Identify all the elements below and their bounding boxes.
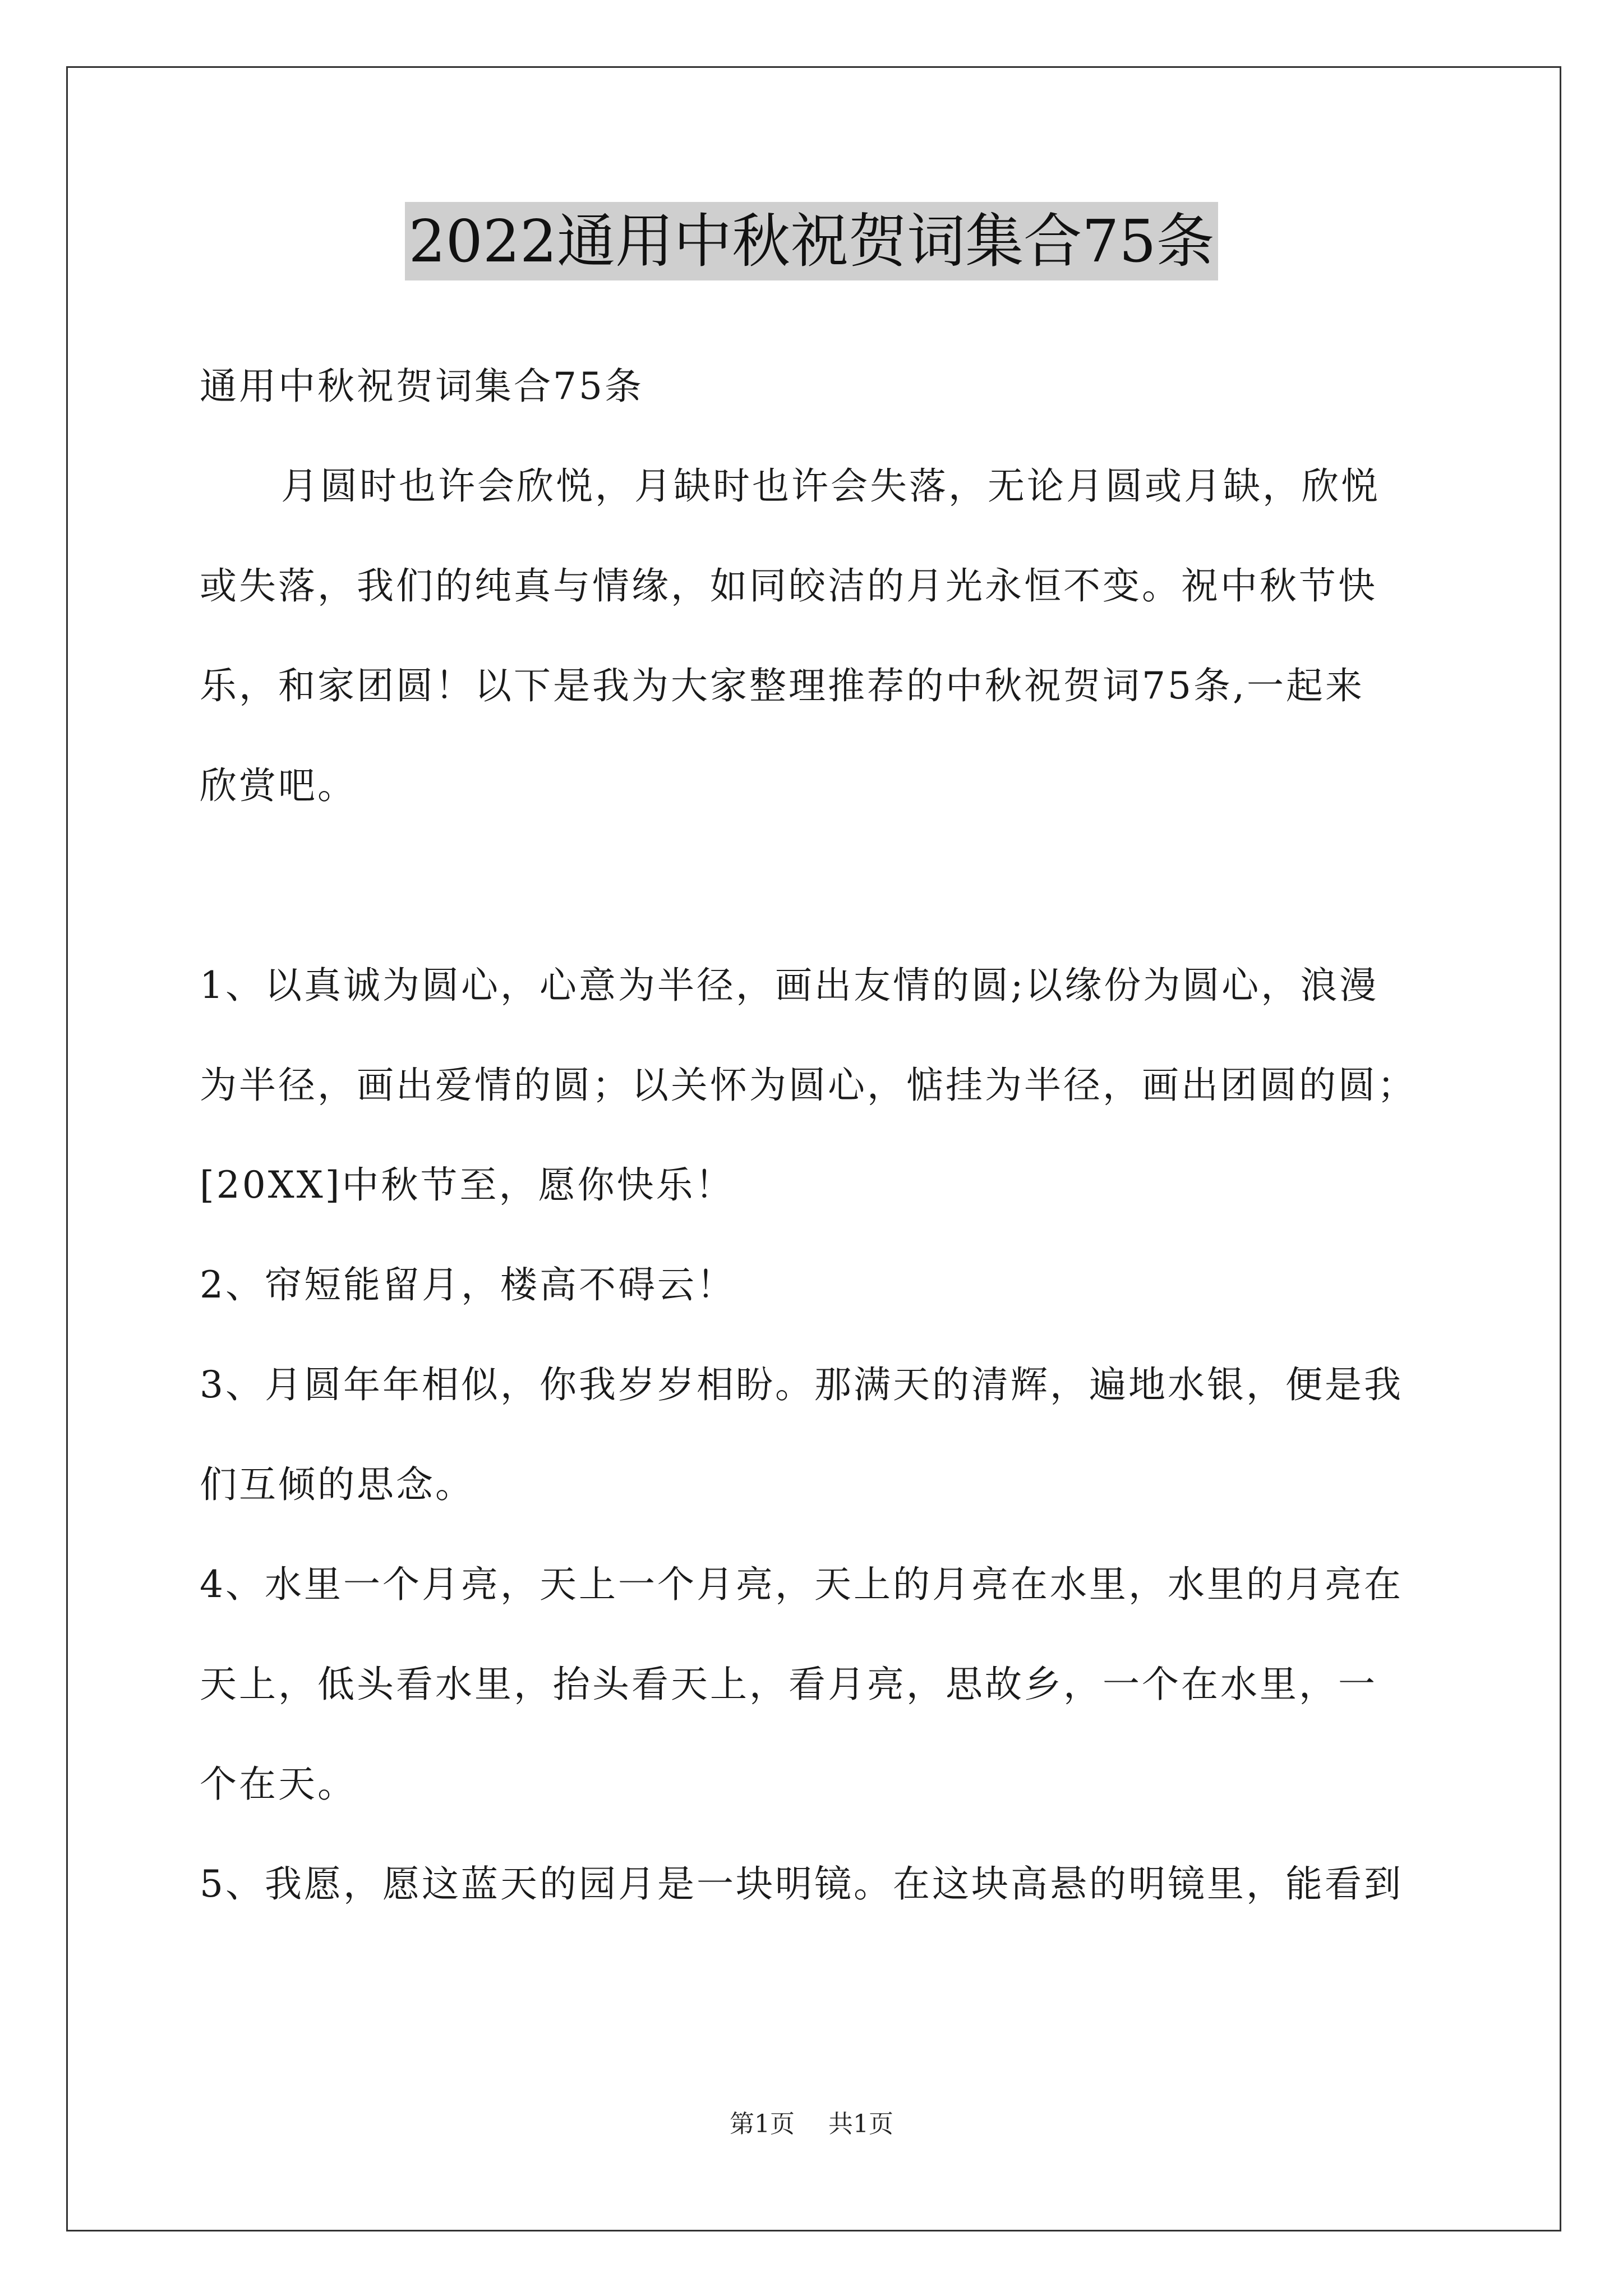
blank-line — [200, 836, 1433, 936]
item-3-line-1: 3、月圆年年相似，你我岁岁相盼。那满天的清辉，遍地水银，便是我 — [200, 1363, 1403, 1406]
document-body — [200, 337, 1433, 1934]
intro-line-2: 或失落，我们的纯真与情缘，如同皎洁的月光永恒不变。祝中秋节快 — [200, 564, 1377, 608]
item-3-line-2: 们互倾的思念。 — [200, 1463, 474, 1506]
item-2-line-1: 2、帘短能留月，楼高不碍云！ — [200, 1263, 736, 1306]
item-1-line-1: 1、以真诚为圆心，心意为半径，画出友情的圆;以缘份为圆心，浪漫 — [200, 964, 1379, 1007]
intro-line-4: 欣赏吧。 — [200, 764, 357, 807]
item-1-line-3: [20XX]中秋节至，愿你快乐！ — [200, 1163, 735, 1207]
page-number: 第1页 — [730, 2110, 795, 2138]
item-4-line-2: 天上，低头看水里，抬头看天上，看月亮，思故乡，一个在水里，一 — [200, 1663, 1377, 1706]
item-4-line-1: 4、水里一个月亮，天上一个月亮，天上的月亮在水里，水里的月亮在 — [200, 1563, 1403, 1606]
item-4-line-3: 个在天。 — [200, 1763, 357, 1806]
document-subtitle: 通用中秋祝贺词集合75条 — [200, 365, 644, 408]
intro-line-3: 乐，和家团圆！以下是我为大家整理推荐的中秋祝贺词75条,一起来 — [200, 664, 1364, 707]
page-total: 共1页 — [828, 2110, 893, 2138]
title-container — [0, 202, 1623, 280]
document-title: 2022通用中秋祝贺词集合75条 — [405, 202, 1218, 280]
item-5-line-1: 5、我愿，愿这蓝天的园月是一块明镜。在这块高悬的明镜里，能看到 — [200, 1862, 1403, 1906]
item-1-line-2: 为半径，画出爱情的圆；以关怀为圆心，惦挂为半径，画出团圆的圆； — [200, 1064, 1417, 1107]
page-footer — [0, 2104, 1623, 2139]
intro-line-1: 月圆时也许会欣悦，月缺时也许会失落，无论月圆或月缺，欣悦 — [281, 464, 1380, 508]
